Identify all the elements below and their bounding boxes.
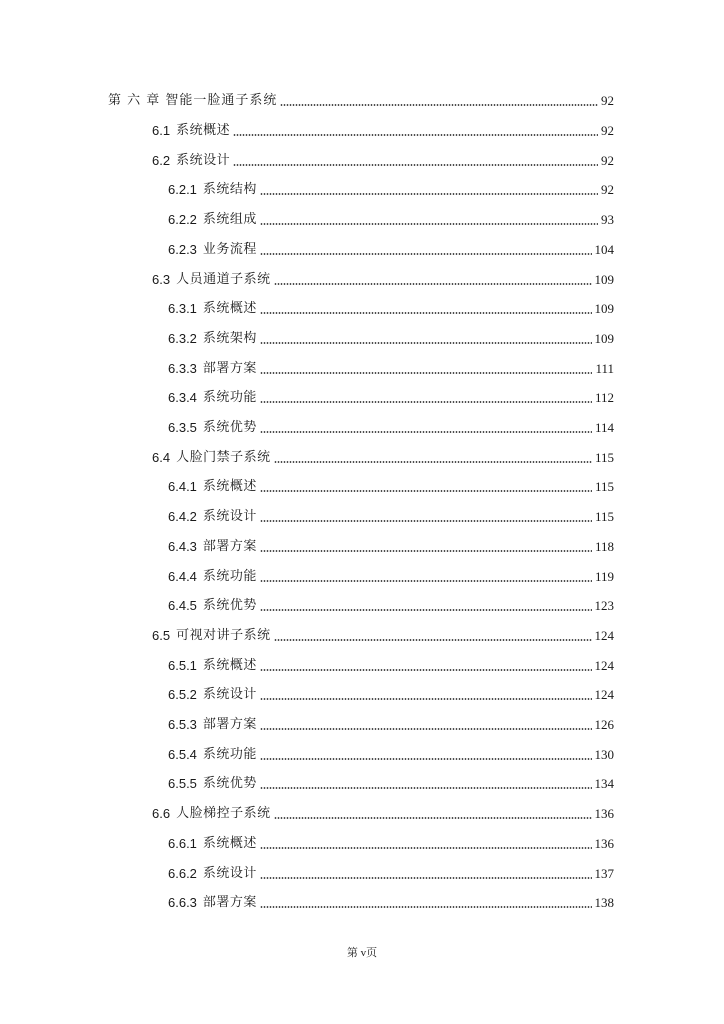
toc-page-number: 124 [594, 658, 614, 673]
toc-page-number: 109 [594, 331, 614, 346]
dot-leader [260, 223, 598, 225]
toc-entry-6-5[interactable] [152, 623, 614, 645]
toc-entry-title: 系统结构 [202, 182, 257, 197]
toc-entry-number: 6.4 [152, 450, 171, 465]
toc-page-number: 104 [594, 242, 614, 257]
toc-entry-6-3-1[interactable] [168, 296, 614, 318]
dot-leader [260, 758, 592, 760]
toc-entry-6-5-5[interactable] [168, 771, 614, 793]
toc-page-number: 118 [594, 539, 614, 554]
toc-page-number: 115 [594, 509, 614, 524]
toc-entry-6-4-5[interactable] [168, 593, 614, 615]
toc-entry-title: 系统概述 [202, 836, 257, 851]
toc-page-number: 92 [601, 123, 614, 138]
toc-entry-number: 6.5 [152, 628, 171, 643]
dot-leader [260, 847, 592, 849]
toc-entry-title: 系统设计 [202, 509, 257, 524]
dot-leader [260, 906, 592, 908]
toc-entry-title: 部署方案 [202, 361, 257, 376]
toc-page-number: 115 [594, 450, 614, 465]
dot-leader [260, 698, 592, 700]
dot-leader [260, 669, 592, 671]
toc-page-number: 123 [594, 598, 614, 613]
dot-leader [274, 461, 592, 463]
dot-leader [233, 164, 598, 166]
toc-entry-title: 系统概述 [176, 123, 231, 138]
toc-entry-number: 6.4.5 [168, 598, 197, 613]
dot-leader [260, 372, 593, 374]
toc-entry-6-6[interactable] [152, 801, 614, 823]
toc-entry-6-5-2[interactable] [168, 682, 614, 704]
toc-entry-number: 6.6.2 [168, 866, 197, 881]
toc-entry-title: 系统功能 [202, 747, 257, 762]
toc-entry-6-3-3[interactable] [168, 356, 614, 378]
toc-page-number: 109 [594, 272, 614, 287]
dot-leader [260, 253, 592, 255]
toc-entry-title: 系统功能 [202, 390, 257, 405]
toc-entry-number: 6.1 [152, 123, 171, 138]
toc-page-number: 92 [601, 93, 614, 108]
toc-entry-number: 6.3.1 [168, 301, 197, 316]
toc-page-number: 136 [594, 806, 614, 821]
toc-entry-number: 6.5.4 [168, 747, 197, 762]
toc-entry-number: 6.3 [152, 272, 171, 287]
toc-entry-title: 系统概述 [202, 479, 257, 494]
toc-entry-number: 6.5.5 [168, 776, 197, 791]
toc-entry-title: 可视对讲子系统 [176, 628, 271, 643]
toc-page-number: 109 [594, 301, 614, 316]
toc-entry-number: 6.2 [152, 153, 171, 168]
toc-entry-title: 部署方案 [202, 895, 257, 910]
toc-entry-title: 系统设计 [176, 153, 231, 168]
toc-entry-number: 6.5.3 [168, 717, 197, 732]
toc-entry-title: 业务流程 [202, 242, 257, 257]
toc-page-number: 136 [594, 836, 614, 851]
dot-leader [274, 817, 592, 819]
toc-entry-6-2-2[interactable] [168, 207, 614, 229]
toc-entry-number: 6.4.4 [168, 569, 197, 584]
toc-page-number: 124 [594, 628, 614, 643]
toc-entry-6-3[interactable] [152, 267, 614, 289]
toc-entry-6-6-3[interactable] [168, 890, 614, 912]
dot-leader [274, 283, 592, 285]
toc-page-number: 112 [594, 390, 614, 405]
toc-entry-number: 6.2.3 [168, 242, 197, 257]
toc-page-number: 111 [595, 361, 614, 376]
toc-page-number: 114 [594, 420, 614, 435]
toc-entry-title: 系统优势 [202, 420, 257, 435]
toc-entry-number: 6.4.1 [168, 479, 197, 494]
toc-page-number: 126 [594, 717, 614, 732]
dot-leader [260, 580, 592, 582]
toc-entry-number: 6.2.1 [168, 182, 197, 197]
toc-entry-title: 系统组成 [202, 212, 257, 227]
toc-entry-6-3-5[interactable] [168, 415, 614, 437]
toc-entry-6-3-2[interactable] [168, 326, 614, 348]
toc-entry-number: 6.6.3 [168, 895, 197, 910]
toc-page-number: 130 [594, 747, 614, 762]
page-footer: 第 v页 [346, 947, 378, 959]
toc-entry-title: 系统优势 [202, 776, 257, 791]
toc-entry-6-4[interactable] [152, 445, 614, 467]
dot-leader [260, 312, 592, 314]
toc-entry-number: 6.5.2 [168, 687, 197, 702]
dot-leader [260, 609, 592, 611]
toc-page-number: 93 [601, 212, 614, 227]
toc-entry-number: 6.5.1 [168, 658, 197, 673]
toc-entry-title: 系统概述 [202, 658, 257, 673]
dot-leader [260, 193, 598, 195]
toc-entry-6-6-1[interactable] [168, 831, 614, 853]
toc-entry-number: 6.3.4 [168, 390, 197, 405]
toc-page-number: 115 [594, 479, 614, 494]
toc-entry-title: 部署方案 [202, 539, 257, 554]
toc-entry-number: 6.4.3 [168, 539, 197, 554]
toc-entry-6-5-1[interactable] [168, 653, 614, 675]
toc-entry-title: 系统优势 [202, 598, 257, 613]
dot-leader [260, 550, 592, 552]
dot-leader [260, 401, 592, 403]
toc-entry-number: 6.6 [152, 806, 171, 821]
toc-entry-title: 系统概述 [202, 301, 257, 316]
toc-entry-6-4-4[interactable] [168, 564, 614, 586]
dot-leader [260, 728, 592, 730]
toc-page-number: 138 [594, 895, 614, 910]
toc-entry-number: 6.2.2 [168, 212, 197, 227]
toc-entry-6-6-2[interactable] [168, 861, 614, 883]
toc-entry-number: 6.3.2 [168, 331, 197, 346]
toc-page-number: 134 [594, 776, 614, 791]
dot-leader [260, 520, 592, 522]
dot-leader [274, 639, 592, 641]
dot-leader [260, 342, 592, 344]
toc-page-number: 124 [594, 687, 614, 702]
toc-entry-number: 6.4.2 [168, 509, 197, 524]
toc-entry-number: 6.3.5 [168, 420, 197, 435]
toc-entry-6-4-1[interactable] [168, 474, 614, 496]
toc-entry-6-2[interactable] [152, 148, 614, 170]
toc-entry-title: 系统设计 [202, 866, 257, 881]
toc-entry-title: 人脸门禁子系统 [176, 450, 271, 465]
toc-chapter-title: 第 六 章 智能一脸通子系统 [108, 93, 278, 108]
toc-entry-title: 系统设计 [202, 687, 257, 702]
toc-page-number: 137 [594, 866, 614, 881]
toc-entry-6-3-4[interactable] [168, 385, 614, 407]
dot-leader [260, 877, 592, 879]
toc-entry-title: 人员通道子系统 [176, 272, 271, 287]
toc-entry-title: 人脸梯控子系统 [176, 806, 271, 821]
dot-leader [233, 134, 598, 136]
toc-entry-number: 6.3.3 [168, 361, 197, 376]
toc-entry-6-1[interactable] [152, 118, 614, 140]
toc-entry-title: 系统功能 [202, 569, 257, 584]
toc-entry-title: 系统架构 [202, 331, 257, 346]
toc-entry-number: 6.6.1 [168, 836, 197, 851]
toc-chapter-6[interactable] [108, 88, 614, 110]
toc-entry-6-2-3[interactable] [168, 237, 614, 259]
dot-leader [280, 104, 598, 106]
toc-entry-6-5-4[interactable] [168, 742, 614, 764]
toc-entry-6-4-3[interactable] [168, 534, 614, 556]
toc-entry-6-2-1[interactable] [168, 177, 614, 199]
toc-entry-title: 部署方案 [202, 717, 257, 732]
dot-leader [260, 431, 592, 433]
toc-entry-6-5-3[interactable] [168, 712, 614, 734]
toc-page-number: 92 [601, 153, 614, 168]
toc-page-number: 119 [594, 569, 614, 584]
toc-entry-6-4-2[interactable] [168, 504, 614, 526]
dot-leader [260, 787, 592, 789]
dot-leader [260, 490, 592, 492]
toc-page-number: 92 [601, 182, 614, 197]
